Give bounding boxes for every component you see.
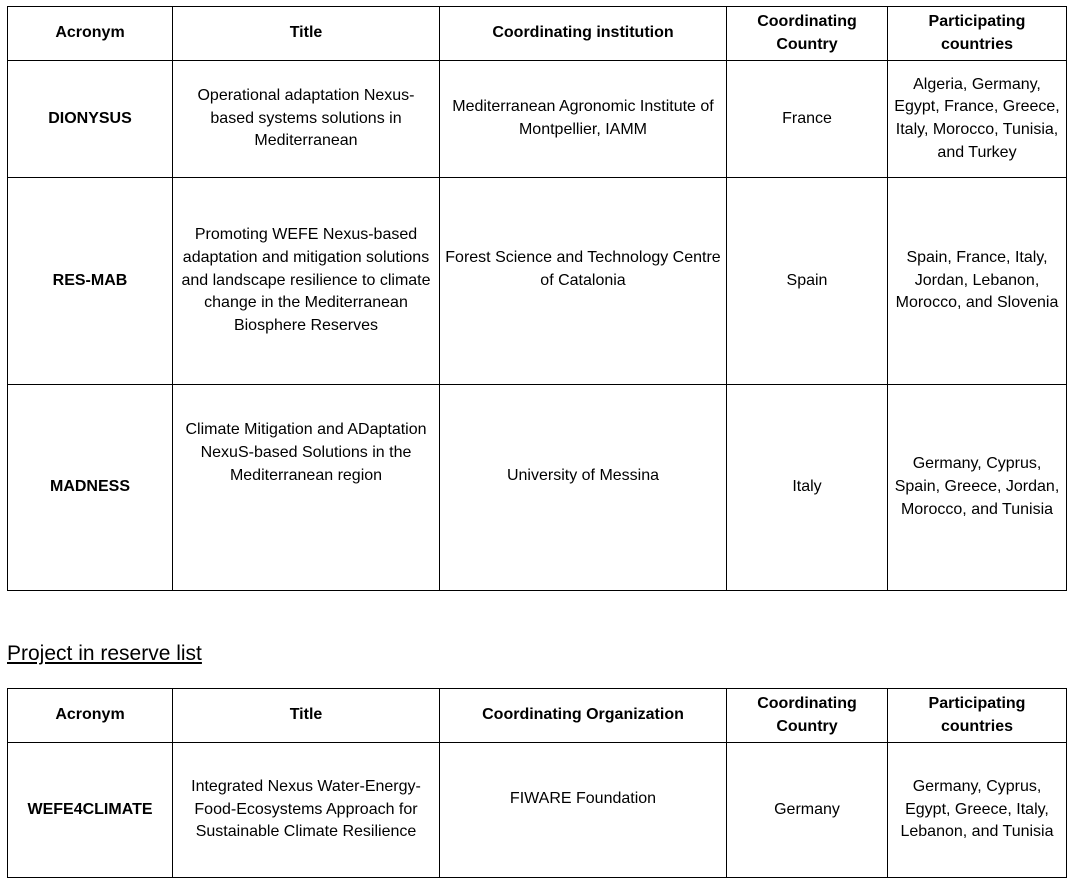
country-cell: Spain xyxy=(727,178,888,385)
acronym-cell: WEFE4CLIMATE xyxy=(8,743,173,878)
header-participating-countries: Participating countries xyxy=(888,689,1067,743)
title-text: Climate Mitigation and ADaptation NexuS-based Solutions in the Mediterranean region xyxy=(185,421,427,484)
title-cell: Promoting WEFE Nexus-based adaptation and mitigation solutions and landscape resilience to climate change in the Mediterranean Biosphere Reserves xyxy=(173,178,440,385)
institution-cell xyxy=(440,385,727,591)
table-row xyxy=(8,385,1067,591)
acronym-cell: RES-MAB xyxy=(8,178,173,385)
participants-cell: Spain, France, Italy, Jordan, Lebanon, Morocco, and Slovenia xyxy=(888,178,1067,385)
country-cell: Italy xyxy=(727,385,888,591)
title-cell: Integrated Nexus Water-Energy-Food-Ecosystems Approach for Sustainable Climate Resilience xyxy=(173,743,440,878)
table-row xyxy=(8,61,1067,178)
header-coordinating-country: Coordinating Country xyxy=(727,689,888,743)
header-row xyxy=(8,7,1067,61)
projects-table xyxy=(7,6,1067,591)
header-row xyxy=(8,689,1067,743)
institution-text: FIWARE Foundation xyxy=(509,789,657,807)
institution-cell xyxy=(440,743,727,878)
header-title: Title xyxy=(173,689,440,743)
header-acronym: Acronym xyxy=(8,7,173,61)
table-row xyxy=(8,743,1067,878)
table-row xyxy=(8,178,1067,385)
participants-cell: Germany, Cyprus, Egypt, Greece, Italy, Lebanon, and Tunisia xyxy=(888,743,1067,878)
header-participating-countries: Participating countries xyxy=(888,7,1067,61)
header-acronym: Acronym xyxy=(8,689,173,743)
acronym-cell: MADNESS xyxy=(8,385,173,591)
title-cell: Operational adaptation Nexus-based systems solutions in Mediterranean xyxy=(173,61,440,178)
header-coordinating-country: Coordinating Country xyxy=(727,7,888,61)
institution-cell: Mediterranean Agronomic Institute of Montpellier, IAMM xyxy=(440,61,727,178)
institution-cell xyxy=(440,178,727,385)
participants-cell: Germany, Cyprus, Spain, Greece, Jordan, Morocco, and Tunisia xyxy=(888,385,1067,591)
country-cell: Germany xyxy=(727,743,888,878)
reserve-projects-table xyxy=(7,688,1067,878)
header-title: Title xyxy=(173,7,440,61)
header-coordinating-organization: Coordinating Organization xyxy=(440,689,727,743)
reserve-list-heading: Project in reserve list xyxy=(7,642,202,665)
institution-text: University of Messina xyxy=(506,467,660,485)
acronym-cell: DIONYSUS xyxy=(8,61,173,178)
country-cell: France xyxy=(727,61,888,178)
participants-cell: Algeria, Germany, Egypt, France, Greece, Italy, Morocco, Tunisia, and Turkey xyxy=(888,61,1067,178)
title-cell xyxy=(173,385,440,591)
header-coordinating-institution: Coordinating institution xyxy=(440,7,727,61)
institution-text: Forest Science and Technology Centre of Catalonia xyxy=(445,249,721,289)
